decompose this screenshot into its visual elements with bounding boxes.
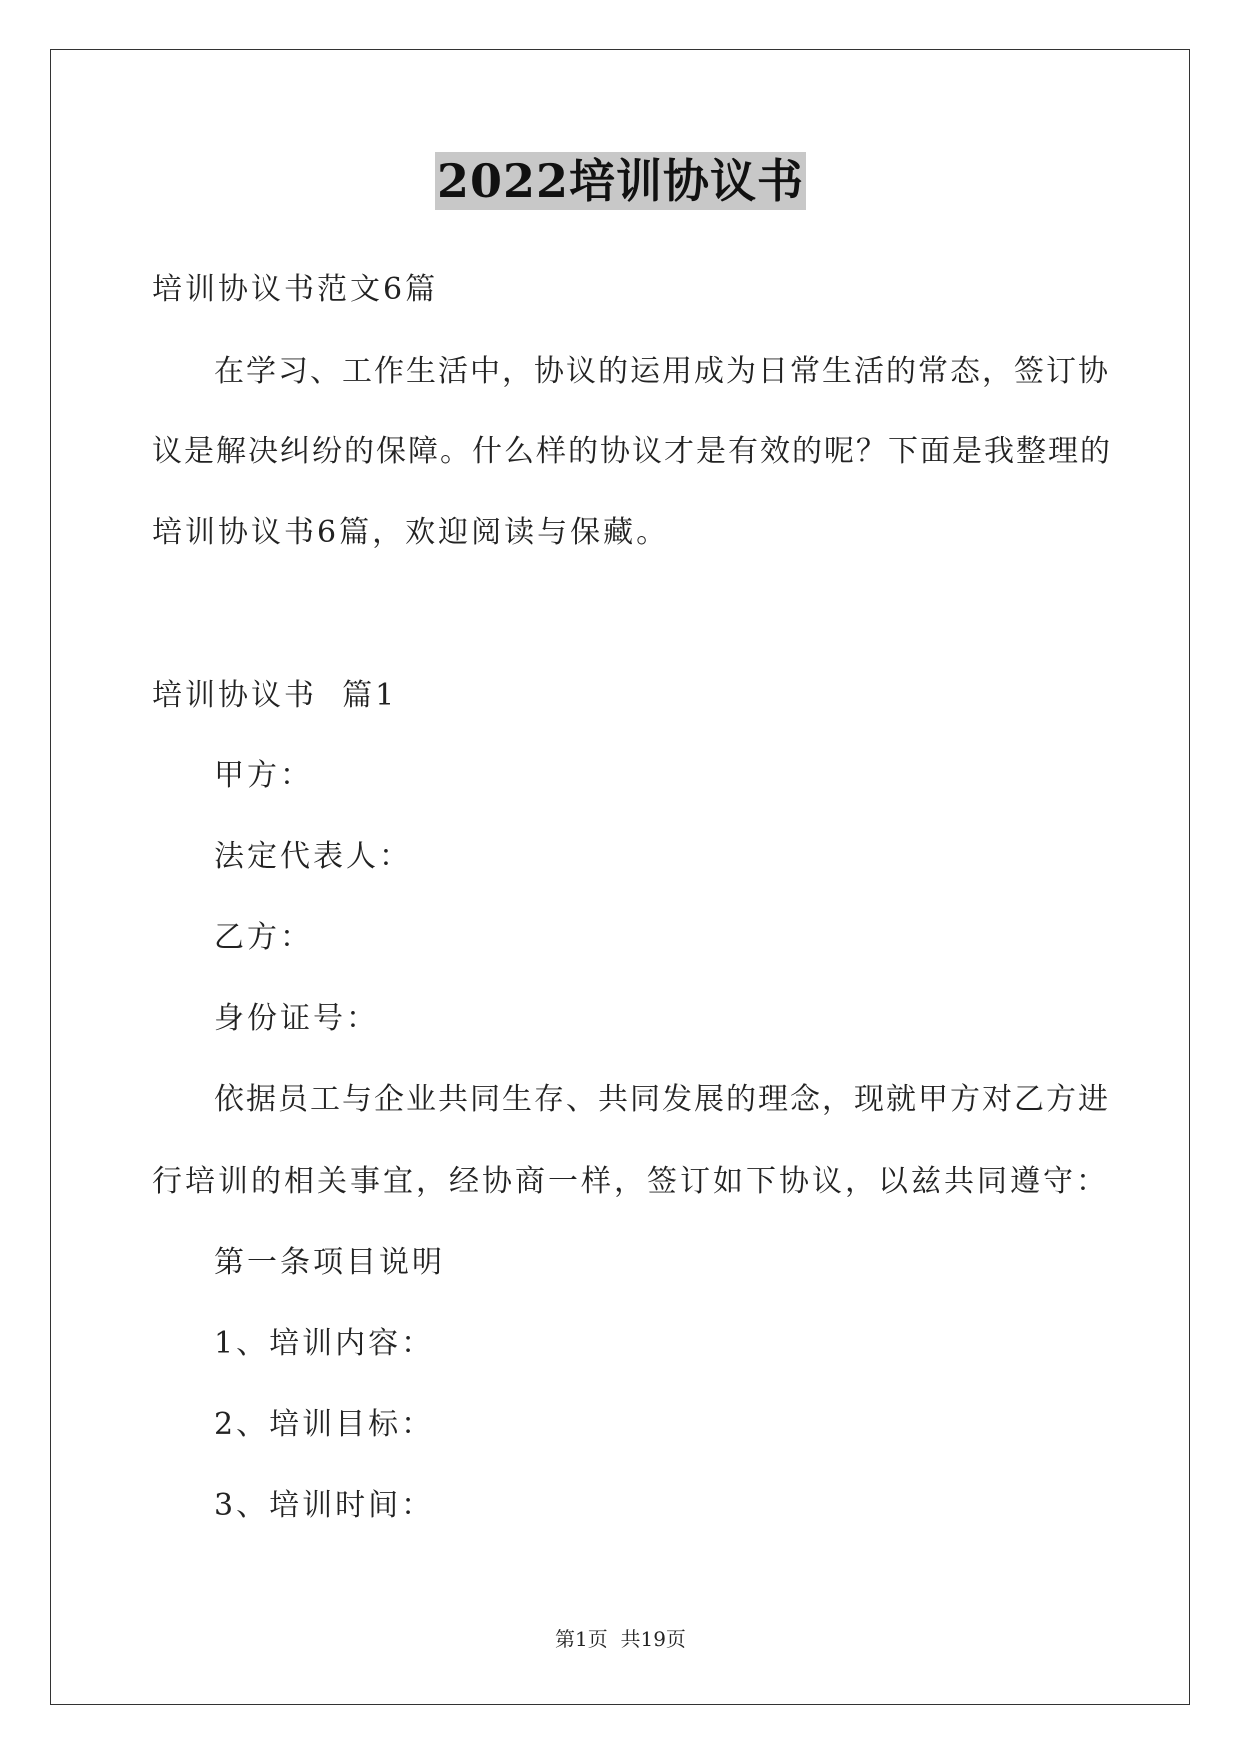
item-training-content: 1、培训内容： [214, 1326, 435, 1361]
page-number-footer: 第1页 共19页 [555, 1627, 686, 1651]
legal-rep-label: 法定代表人： [214, 839, 412, 874]
intro-line-3: 培训协议书6篇，欢迎阅读与保藏。 [152, 515, 670, 550]
party-b-label: 乙方： [214, 920, 313, 955]
body-line-2: 行培训的相关事宜，经协商一样，签订如下协议，以兹共同遵守： [152, 1164, 1109, 1199]
item-training-goal: 2、培训目标： [214, 1407, 435, 1442]
id-number-label: 身份证号： [214, 1001, 379, 1036]
intro-line-1: 在学习、工作生活中，协议的运用成为日常生活的常态，签订协 [214, 354, 1110, 389]
item-training-time: 3、培训时间： [214, 1488, 435, 1523]
document-subtitle: 培训协议书范文6篇 [152, 272, 439, 307]
intro-line-2: 议是解决纠纷的保障。什么样的协议才是有效的呢？下面是我整理的 [152, 434, 1112, 469]
party-a-label: 甲方： [214, 758, 313, 793]
body-line-1: 依据员工与企业共同生存、共同发展的理念，现就甲方对乙方进 [214, 1082, 1110, 1117]
section-heading: 培训协议书 篇1 [152, 678, 398, 713]
article-1-heading: 第一条项目说明 [214, 1245, 445, 1280]
document-title: 2022培训协议书 [436, 154, 805, 208]
title-container [0, 152, 1241, 210]
